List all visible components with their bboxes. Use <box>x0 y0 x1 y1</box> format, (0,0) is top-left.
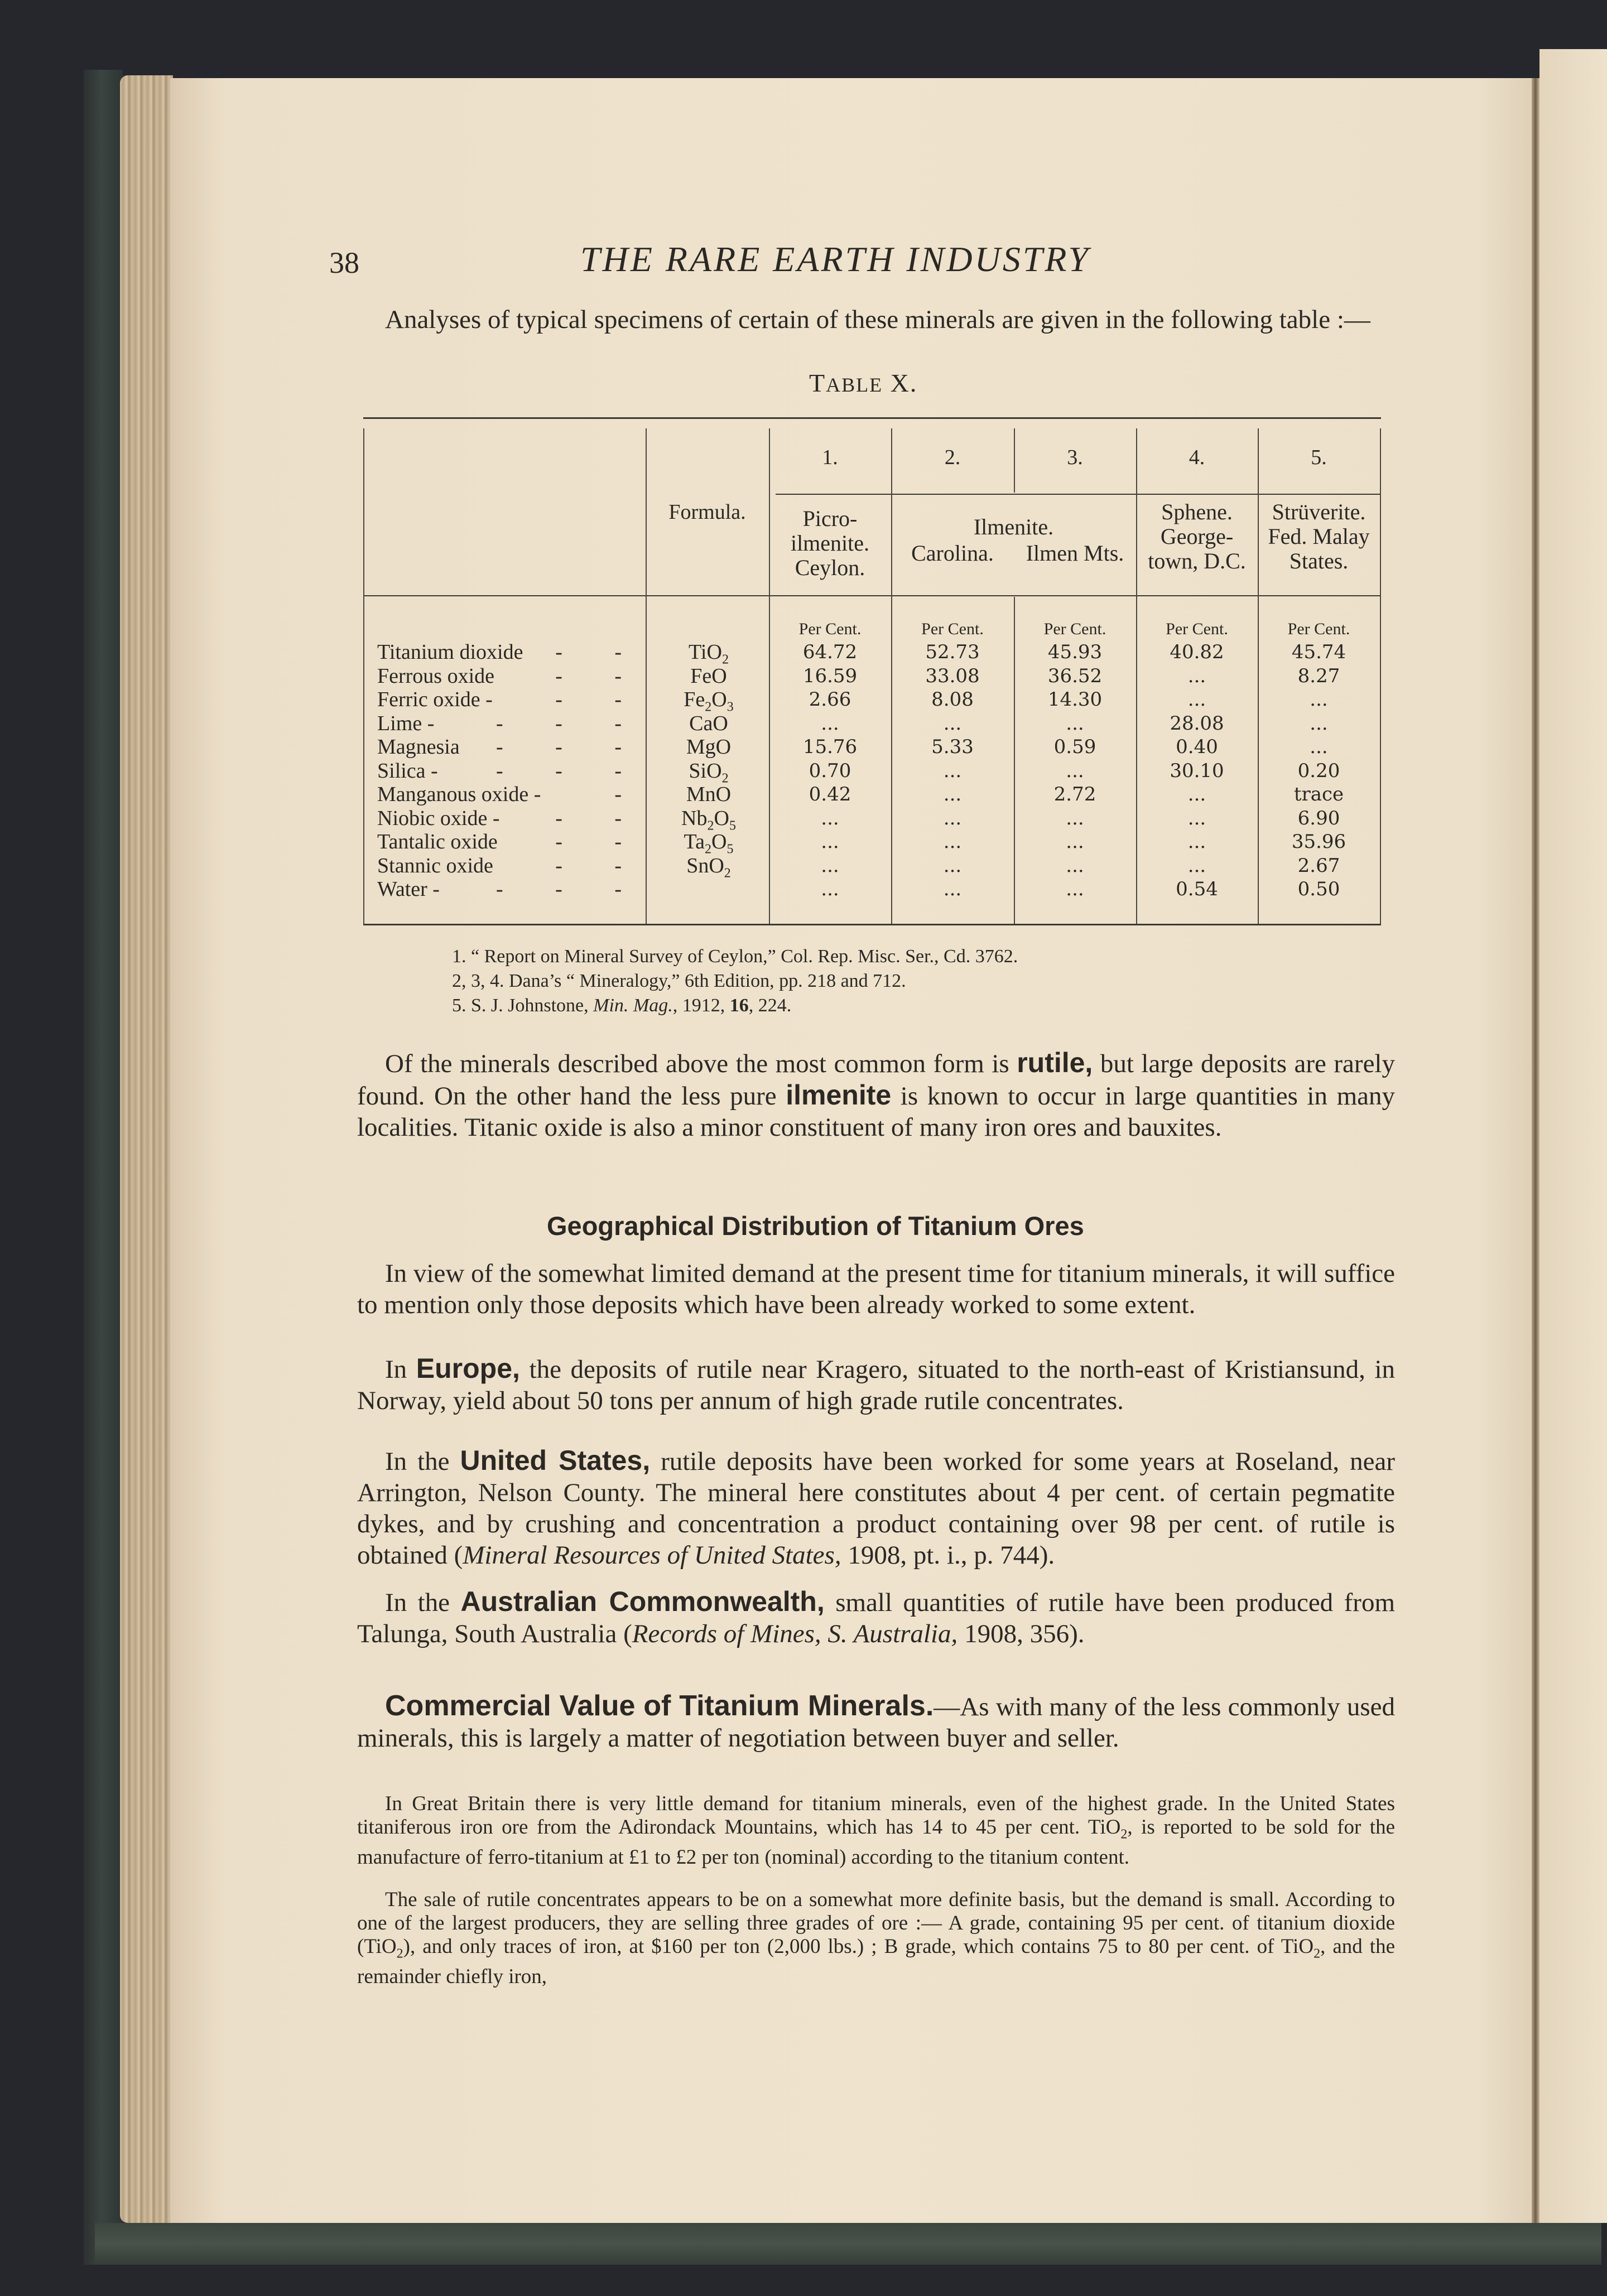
commercial-value-text: —As with many of the less commonly used minerals, this is largely a matter of negotiation between buyer and seller. <box>357 1692 1396 1753</box>
table-cell-value: ... <box>1187 831 1206 853</box>
sale-subscript-1: 2 <box>396 1946 403 1961</box>
table-cell-value: ... <box>821 712 839 735</box>
formula-part-formula: Nb <box>681 806 708 830</box>
table-cell-value: ... <box>1066 831 1084 853</box>
table-cell-value: ... <box>943 854 962 877</box>
leader-dashes: - - <box>555 853 645 877</box>
formula-part-mid: O <box>711 830 727 853</box>
table-cell-value: 30.10 <box>1170 759 1224 782</box>
formula-part-sub: 2 <box>707 818 714 833</box>
minerals-text-2: but large deposits are rarely found. On the other hand the less pure <box>357 1049 1395 1111</box>
table-cell-value: 5.33 <box>931 736 974 758</box>
table-cell-value: 0.54 <box>1176 878 1218 900</box>
table-cell-value: ... <box>943 783 962 805</box>
table-cell-value: 14.30 <box>1047 688 1103 711</box>
row-label-text: Ferrous oxide <box>377 664 495 688</box>
row-label-text: Water - <box>377 877 440 901</box>
table-cell-value: 0.40 <box>1176 736 1218 758</box>
leader-dashes: - - - <box>496 735 645 759</box>
rutile-term: rutile, <box>1017 1047 1093 1078</box>
europe-term: Europe, <box>416 1353 520 1384</box>
ilmenite-term: ilmenite <box>786 1079 892 1111</box>
column-3-locality: Ilmen Mts. <box>1026 541 1124 566</box>
row-label <box>377 735 645 759</box>
column-1-mineral <box>769 507 891 580</box>
minerals-paragraph <box>357 1047 1395 1143</box>
row-label <box>377 854 645 878</box>
formula-part-formula: SnO <box>686 853 724 877</box>
footnote-1: 1. “ Report on Mineral Survey of Ceylon,” Col. Rep. Misc. Ser., Cd. 3762. <box>452 946 1018 967</box>
footnote-2: 2, 3, 4. Dana’s “ Mineralogy,” 6th Edition, pp. 218 and 712. <box>452 971 906 991</box>
sale-subscript-2: 2 <box>1313 1946 1321 1961</box>
minerals-text-3: is known to occur in large quantities in many localities. Titanic oxide is also a minor constituent of many iron ores and bauxites. <box>357 1082 1395 1142</box>
view-paragraph: In view of the somewhat limited demand at the present time for titanium minerals, it will suffice to mention only those deposits which have been already worked to some extent. <box>357 1259 1395 1319</box>
chemical-formula <box>647 854 770 886</box>
commercial-value-heading: Commercial Value of Titanium Minerals. <box>385 1690 934 1722</box>
table-cell-value: ... <box>943 759 962 782</box>
column-4-mineral-line: Sphene. <box>1161 499 1233 524</box>
column-5-mineral <box>1258 500 1380 573</box>
formula-part-formula: SiO <box>689 759 722 783</box>
table-cell-value: 2.72 <box>1053 783 1096 805</box>
table-title-suffix: X. <box>883 369 918 397</box>
table-cell-value: 45.74 <box>1291 641 1346 663</box>
table-cell-value: 64.72 <box>802 641 858 663</box>
formula-part-sub: 2 <box>704 842 711 857</box>
united-states-paragraph <box>357 1445 1395 1571</box>
running-head: THE RARE EARTH INDUSTRY <box>580 239 1090 279</box>
table-cell-value: ... <box>1066 712 1084 735</box>
formula-part-formula: CaO <box>689 711 728 735</box>
formula-part-formula: MnO <box>686 783 732 806</box>
europe-paragraph <box>357 1353 1395 1416</box>
table-cell-value: 35.96 <box>1291 831 1346 853</box>
aus-text-pre: In the <box>385 1588 461 1617</box>
table-cell-value: ... <box>1066 854 1084 877</box>
leader-dashes: - - - <box>496 877 645 901</box>
row-label <box>377 783 645 807</box>
row-label <box>377 877 645 901</box>
row-label-text: Tantalic oxide <box>377 830 498 853</box>
europe-text-post: the deposits of rutile near Kragero, situated to the north-east of Kristiansund, in Norway, yield about 50 tons per annum of high grade rutile concentrates. <box>357 1355 1395 1415</box>
formula-part-sub: 2 <box>721 771 729 786</box>
table-cell-value: ... <box>943 712 962 735</box>
leader-dashes: - - - <box>496 711 645 735</box>
table-cell-value: ... <box>1066 878 1084 900</box>
us-citation: Mineral Resources of United States, <box>463 1541 841 1570</box>
table-cell-value: ... <box>821 831 839 853</box>
formula-part-sub: 2 <box>705 700 712 715</box>
row-label-text: Stannic oxide <box>377 853 493 877</box>
section-heading: Geographical Distribution of Titanium Ores <box>547 1211 1084 1241</box>
table-cell-value: 0.50 <box>1297 878 1340 900</box>
minerals-text-1: Of the minerals described above the most common form is <box>385 1049 1017 1078</box>
leader-dashes: - - <box>555 664 645 688</box>
row-label <box>377 830 645 854</box>
unit-label-1: Per Cent. <box>798 620 862 638</box>
row-label <box>377 759 645 783</box>
page-stack-edge <box>120 75 173 2223</box>
sale-text-pre: The sale of rutile concentrates appears to be on a somewhat more definite basis, but the demand is small. According to one of the largest producers, they are selling three grades of ore :— A grade, containing 95 per cent. of titanium dioxide (TiO <box>357 1888 1395 1958</box>
aus-citation: Records of Mines, S. Australia, <box>632 1619 958 1648</box>
sale-text-mid: ), and only traces of iron, at $160 per ton (2,000 lbs.) ; B grade, which contains 75 to 80 per cent. of TiO <box>403 1935 1314 1958</box>
table-cell-value: ... <box>943 831 962 853</box>
table-cell-value: 0.70 <box>809 759 851 782</box>
australian-commonwealth-term: Australian Commonwealth, <box>460 1586 825 1617</box>
aus-text-end: 1908, 356). <box>958 1619 1085 1648</box>
table-cell-value: ... <box>1310 688 1328 711</box>
aus-text-post: small quantities of rutile have been produced from Talunga, South Australia ( <box>357 1588 1396 1648</box>
rutile-sale-paragraph <box>357 1888 1395 1989</box>
leader-dashes: - - <box>555 806 645 830</box>
table-right-rule <box>1380 428 1381 924</box>
table-cell-value: 0.20 <box>1297 759 1340 782</box>
table-cell-value: 8.08 <box>931 688 974 711</box>
analysis-table <box>363 417 1381 925</box>
row-label-text: Ferric oxide - <box>377 688 493 711</box>
gb-text-post: , is reported to be sold for the manufacture of ferro-titanium at £1 to £2 per ton (nominal) according to the titanium content. <box>357 1816 1396 1869</box>
table-cell-value: 8.27 <box>1297 664 1340 687</box>
table-cell-value: 52.73 <box>925 641 980 663</box>
footnote-3-year: , 1912, <box>672 995 730 1016</box>
header-bottom-rule <box>363 595 1381 596</box>
united-states-term: United States, <box>460 1445 651 1476</box>
table-cell-value: 16.59 <box>802 664 858 687</box>
table-cell-value: 28.08 <box>1170 712 1224 735</box>
formula-part-formula: TiO <box>689 640 722 664</box>
book-cover-spine-edge <box>84 70 123 2265</box>
row-label <box>377 688 645 712</box>
row-label-text: Manganous oxide - <box>377 783 541 806</box>
formula-part-formula: MgO <box>686 735 732 759</box>
row-label-text: Magnesia <box>377 735 460 759</box>
table-cell-value: ... <box>821 854 839 877</box>
column-1-mineral-line1: Picro- <box>802 506 858 531</box>
intro-paragraph: Analyses of typical specimens of certain of these minerals are given in the following table :— <box>385 305 1370 334</box>
header-mid-rule <box>776 494 1381 495</box>
us-text-pre: In the <box>385 1447 460 1476</box>
leader-dashes: - - <box>555 688 645 711</box>
formula-part-sub: 2 <box>724 866 731 881</box>
table-cell-value: 0.42 <box>809 783 851 805</box>
column-1-mineral-line2: ilmenite. <box>790 530 870 556</box>
row-label-text: Lime - <box>377 711 435 735</box>
table-cell-value: ... <box>1310 712 1328 735</box>
gb-text-pre: In Great Britain there is very little demand for titanium minerals, even of the highest grade. In the United States titaniferous iron ore from the Adirondack Mountains, which has 14 to 45 per cent. TiO <box>357 1792 1395 1839</box>
formula-part-sub2: 5 <box>729 818 736 833</box>
table-cell-value: ... <box>943 807 962 829</box>
table-left-rule <box>363 428 364 924</box>
gb-subscript: 2 <box>1120 1827 1128 1842</box>
column-number-4: 4. <box>1189 446 1205 469</box>
row-label <box>377 712 645 736</box>
table-title <box>809 368 917 398</box>
footnote-3-journal: Min. Mag. <box>593 995 673 1016</box>
facing-page-edge <box>1539 49 1607 2223</box>
column-4-mineral <box>1136 500 1258 573</box>
table-bottom-rule <box>363 924 1381 925</box>
us-text-post: rutile deposits have been worked for some years at Roseland, near Arrington, Nelson County. The mineral here constitutes about 4 per cent. of certain pegmatite dykes, and by crushing and concentration a product containing over 98 per cent. of rutile is obtained ( <box>357 1447 1395 1570</box>
formula-part-sub2: 5 <box>726 842 734 857</box>
column-number-3: 3. <box>1067 446 1083 469</box>
row-label <box>377 807 645 831</box>
table-cell-value: 36.52 <box>1047 664 1103 687</box>
formula-part-formula: Ta <box>684 830 705 853</box>
footnote-3-volume: 16 <box>729 995 749 1016</box>
formula-part-mid: O <box>714 806 729 830</box>
table-cell-value: ... <box>821 807 839 829</box>
book-cover-bottom-edge <box>95 2223 1601 2265</box>
table-cell-value: ... <box>1066 807 1084 829</box>
footnote-3-page: , 224. <box>748 995 792 1016</box>
row-label-text: Silica - <box>377 759 438 783</box>
table-cell-value: ... <box>1187 783 1206 805</box>
footnote-3-text: 5. S. J. Johnstone, <box>452 995 594 1016</box>
formula-header: Formula. <box>668 500 746 524</box>
leader-dashes: - - <box>555 830 645 853</box>
table-cell-value: ... <box>1066 759 1084 782</box>
column-number-2: 2. <box>944 446 961 469</box>
unit-label-5: Per Cent. <box>1287 620 1350 638</box>
row-label-text: Titanium dioxide <box>377 640 523 664</box>
column-1-locality: Ceylon. <box>795 555 865 580</box>
leader-dashes: - <box>614 783 645 806</box>
table-cell-value: 2.66 <box>809 688 851 711</box>
column-4-locality-line1: George- <box>1160 524 1234 549</box>
formula-part-formula: Fe <box>684 688 705 711</box>
column-2-3-mineral: Ilmenite. <box>973 514 1054 539</box>
column-number-1: 1. <box>822 446 838 469</box>
table-cell-value: 33.08 <box>925 664 980 687</box>
formula-part-mid: O <box>711 688 727 711</box>
footnote-3 <box>452 993 1018 1018</box>
row-label <box>377 664 645 688</box>
leader-dashes: - - <box>555 640 645 664</box>
table-cell-value: 6.90 <box>1297 807 1340 829</box>
us-text-end: 1908, pt. i., p. 744). <box>841 1541 1055 1570</box>
table-cell-value: 45.93 <box>1047 641 1103 663</box>
formula-part-formula: FeO <box>690 664 727 688</box>
table-top-rule <box>363 417 1381 419</box>
table-cell-value: ... <box>1187 688 1206 711</box>
europe-text-pre: In <box>385 1355 416 1384</box>
column-5-locality-line1: Fed. Malay <box>1268 524 1370 549</box>
commercial-value-paragraph <box>357 1690 1395 1754</box>
row-label <box>377 640 645 664</box>
unit-label-4: Per Cent. <box>1166 620 1228 638</box>
table-cell-value: 2.67 <box>1297 854 1340 877</box>
formula-part-sub2: 3 <box>726 700 734 715</box>
table-footnotes <box>452 944 1018 1018</box>
table-cell-value: ... <box>1310 736 1328 758</box>
book-gutter <box>1532 78 1539 2223</box>
column-number-5: 5. <box>1311 446 1327 469</box>
column-4-locality-line2: town, D.C. <box>1148 548 1246 573</box>
table-cell-value: 15.76 <box>802 736 858 758</box>
table-title-prefix: T <box>809 369 826 397</box>
column-2-locality: Carolina. <box>911 541 994 566</box>
page-number: 38 <box>329 246 359 279</box>
table-cell-value: ... <box>821 878 839 900</box>
row-label-text: Niobic oxide - <box>377 806 500 830</box>
column-5-locality-line2: States. <box>1289 548 1349 573</box>
column-5-mineral-line: Strüverite. <box>1272 499 1366 524</box>
table-cell-value: ... <box>1187 854 1206 877</box>
unit-label-3: Per Cent. <box>1043 620 1106 638</box>
unit-label-2: Per Cent. <box>921 620 984 638</box>
table-cell-value: ... <box>1187 664 1206 687</box>
table-title-smallcaps: ABLE <box>826 374 883 396</box>
sale-text-post: , and the remainder chiefly iron, <box>357 1935 1395 1989</box>
table-cell-value: 0.59 <box>1053 736 1096 758</box>
great-britain-paragraph <box>357 1792 1395 1869</box>
table-cell-value: 40.82 <box>1170 641 1224 663</box>
leader-dashes: - - - <box>496 759 645 783</box>
australia-paragraph <box>357 1586 1395 1649</box>
table-cell-value: ... <box>1187 807 1206 829</box>
formula-part-sub: 2 <box>721 652 729 667</box>
table-cell-value: trace <box>1293 783 1344 805</box>
table-cell-value: ... <box>943 878 962 900</box>
